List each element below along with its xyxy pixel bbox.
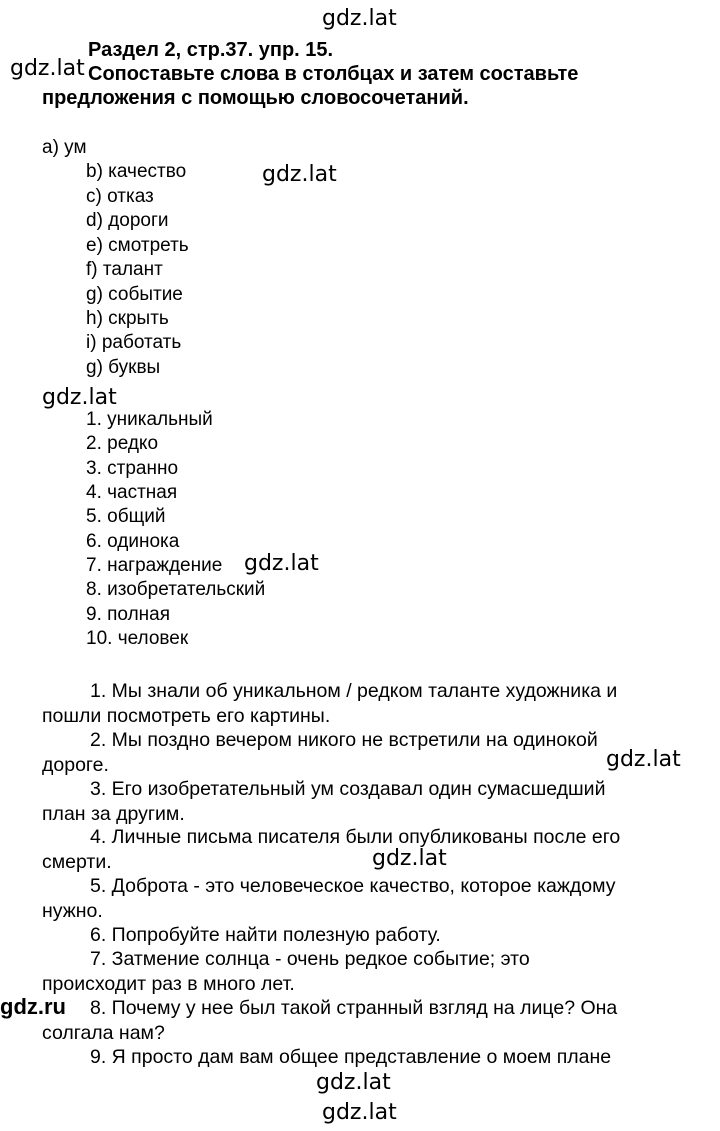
watermark-bottom-2: gdz.lat (322, 1100, 397, 1125)
sentence-first-line: 5. Доброта - это человеческое качество, которое каждому (90, 875, 616, 897)
sentence-first-line: 4. Личные письма писателя были опубликованы после его (90, 826, 621, 848)
sentence-first-line: 8. Почему у нее был такой странный взгляд на лице? Она (90, 997, 618, 1019)
column-a-item: h) скрыть (86, 308, 169, 329)
sentence (42, 923, 682, 948)
column-b-item: 4. частная (86, 482, 178, 503)
column-a-item: f) талант (86, 259, 163, 280)
sentence-continuation: смерти. (42, 850, 112, 873)
sentence (42, 825, 682, 874)
column-b-item: 2. редко (86, 433, 159, 454)
watermark-column-right: gdz.lat (262, 162, 337, 187)
sentence-first-line: 1. Мы знали об уникальном / редком таланте художника и (90, 680, 618, 702)
sentence (42, 996, 682, 1045)
sentence (42, 1045, 682, 1070)
sentence-continuation: солгала нам? (42, 1021, 165, 1044)
watermark-sentences-right: gdz.lat (606, 747, 681, 772)
column-a-item: e) смотреть (86, 235, 189, 256)
column-a-item: g) буквы (86, 357, 161, 378)
sentence (42, 874, 682, 923)
sentence (42, 947, 682, 996)
task-line-2: предложения с помощью словосочетаний. (42, 87, 469, 109)
sentence-first-line: 2. Мы поздно вечером никого не встретили на одинокой (90, 729, 598, 751)
watermark-sentences-middle: gdz.lat (372, 846, 447, 871)
task-line-1: Сопоставьте слова в столбцах и затем составьте (88, 63, 579, 85)
watermark-top: gdz.lat (322, 6, 397, 31)
column-b-item: 8. изобретательский (86, 579, 266, 600)
sentence-continuation: нужно. (42, 899, 103, 922)
column-b-item: 10. человек (86, 628, 189, 649)
sentence-continuation: план за другим. (42, 802, 185, 825)
column-b-item: 9. полная (86, 604, 170, 625)
section-title: Раздел 2, стр.37. упр. 15. (88, 39, 334, 61)
column-b-item: 3. странно (86, 458, 179, 479)
column-a-item: c) отказ (86, 186, 154, 207)
column-a-item: d) дороги (86, 210, 169, 231)
watermark-inline: gdz.lat (244, 551, 319, 576)
column-b-item: 6. одинока (86, 531, 180, 552)
column-b-item: 5. общий (86, 506, 166, 527)
column-b-item: 1. уникальный (86, 409, 213, 430)
sentence (42, 679, 682, 728)
watermark-list-left: gdz.lat (42, 385, 117, 410)
sentence-continuation: дороге. (42, 753, 109, 776)
column-a-item: i) работать (86, 332, 182, 353)
sentence-first-line: 7. Затмение солнца - очень редкое событие; это (90, 948, 530, 970)
sentence-continuation: пошли посмотреть его картины. (42, 704, 331, 727)
sentence-first-line: 3. Его изобретательный ум создавал один сумасшедший (90, 778, 606, 800)
column-a-item: b) качество (86, 161, 187, 182)
sentence (42, 728, 682, 777)
sentence-continuation: происходит раз в много лет. (42, 972, 295, 995)
sentence (42, 777, 682, 826)
watermark-heading-left: gdz.lat (10, 56, 85, 81)
column-a-item: g) событие (86, 284, 183, 305)
watermark-bottom-1: gdz.lat (316, 1070, 391, 1095)
column-a-item: а) ум (42, 137, 87, 158)
watermark-left-ru: gdz.ru (0, 994, 66, 1019)
sentence-first-line: 6. Попробуйте найти полезную работу. (90, 924, 441, 946)
column-b-item: 7. награждение (86, 555, 223, 576)
sentence-first-line: 9. Я просто дам вам общее представление о моем плане (90, 1046, 612, 1068)
